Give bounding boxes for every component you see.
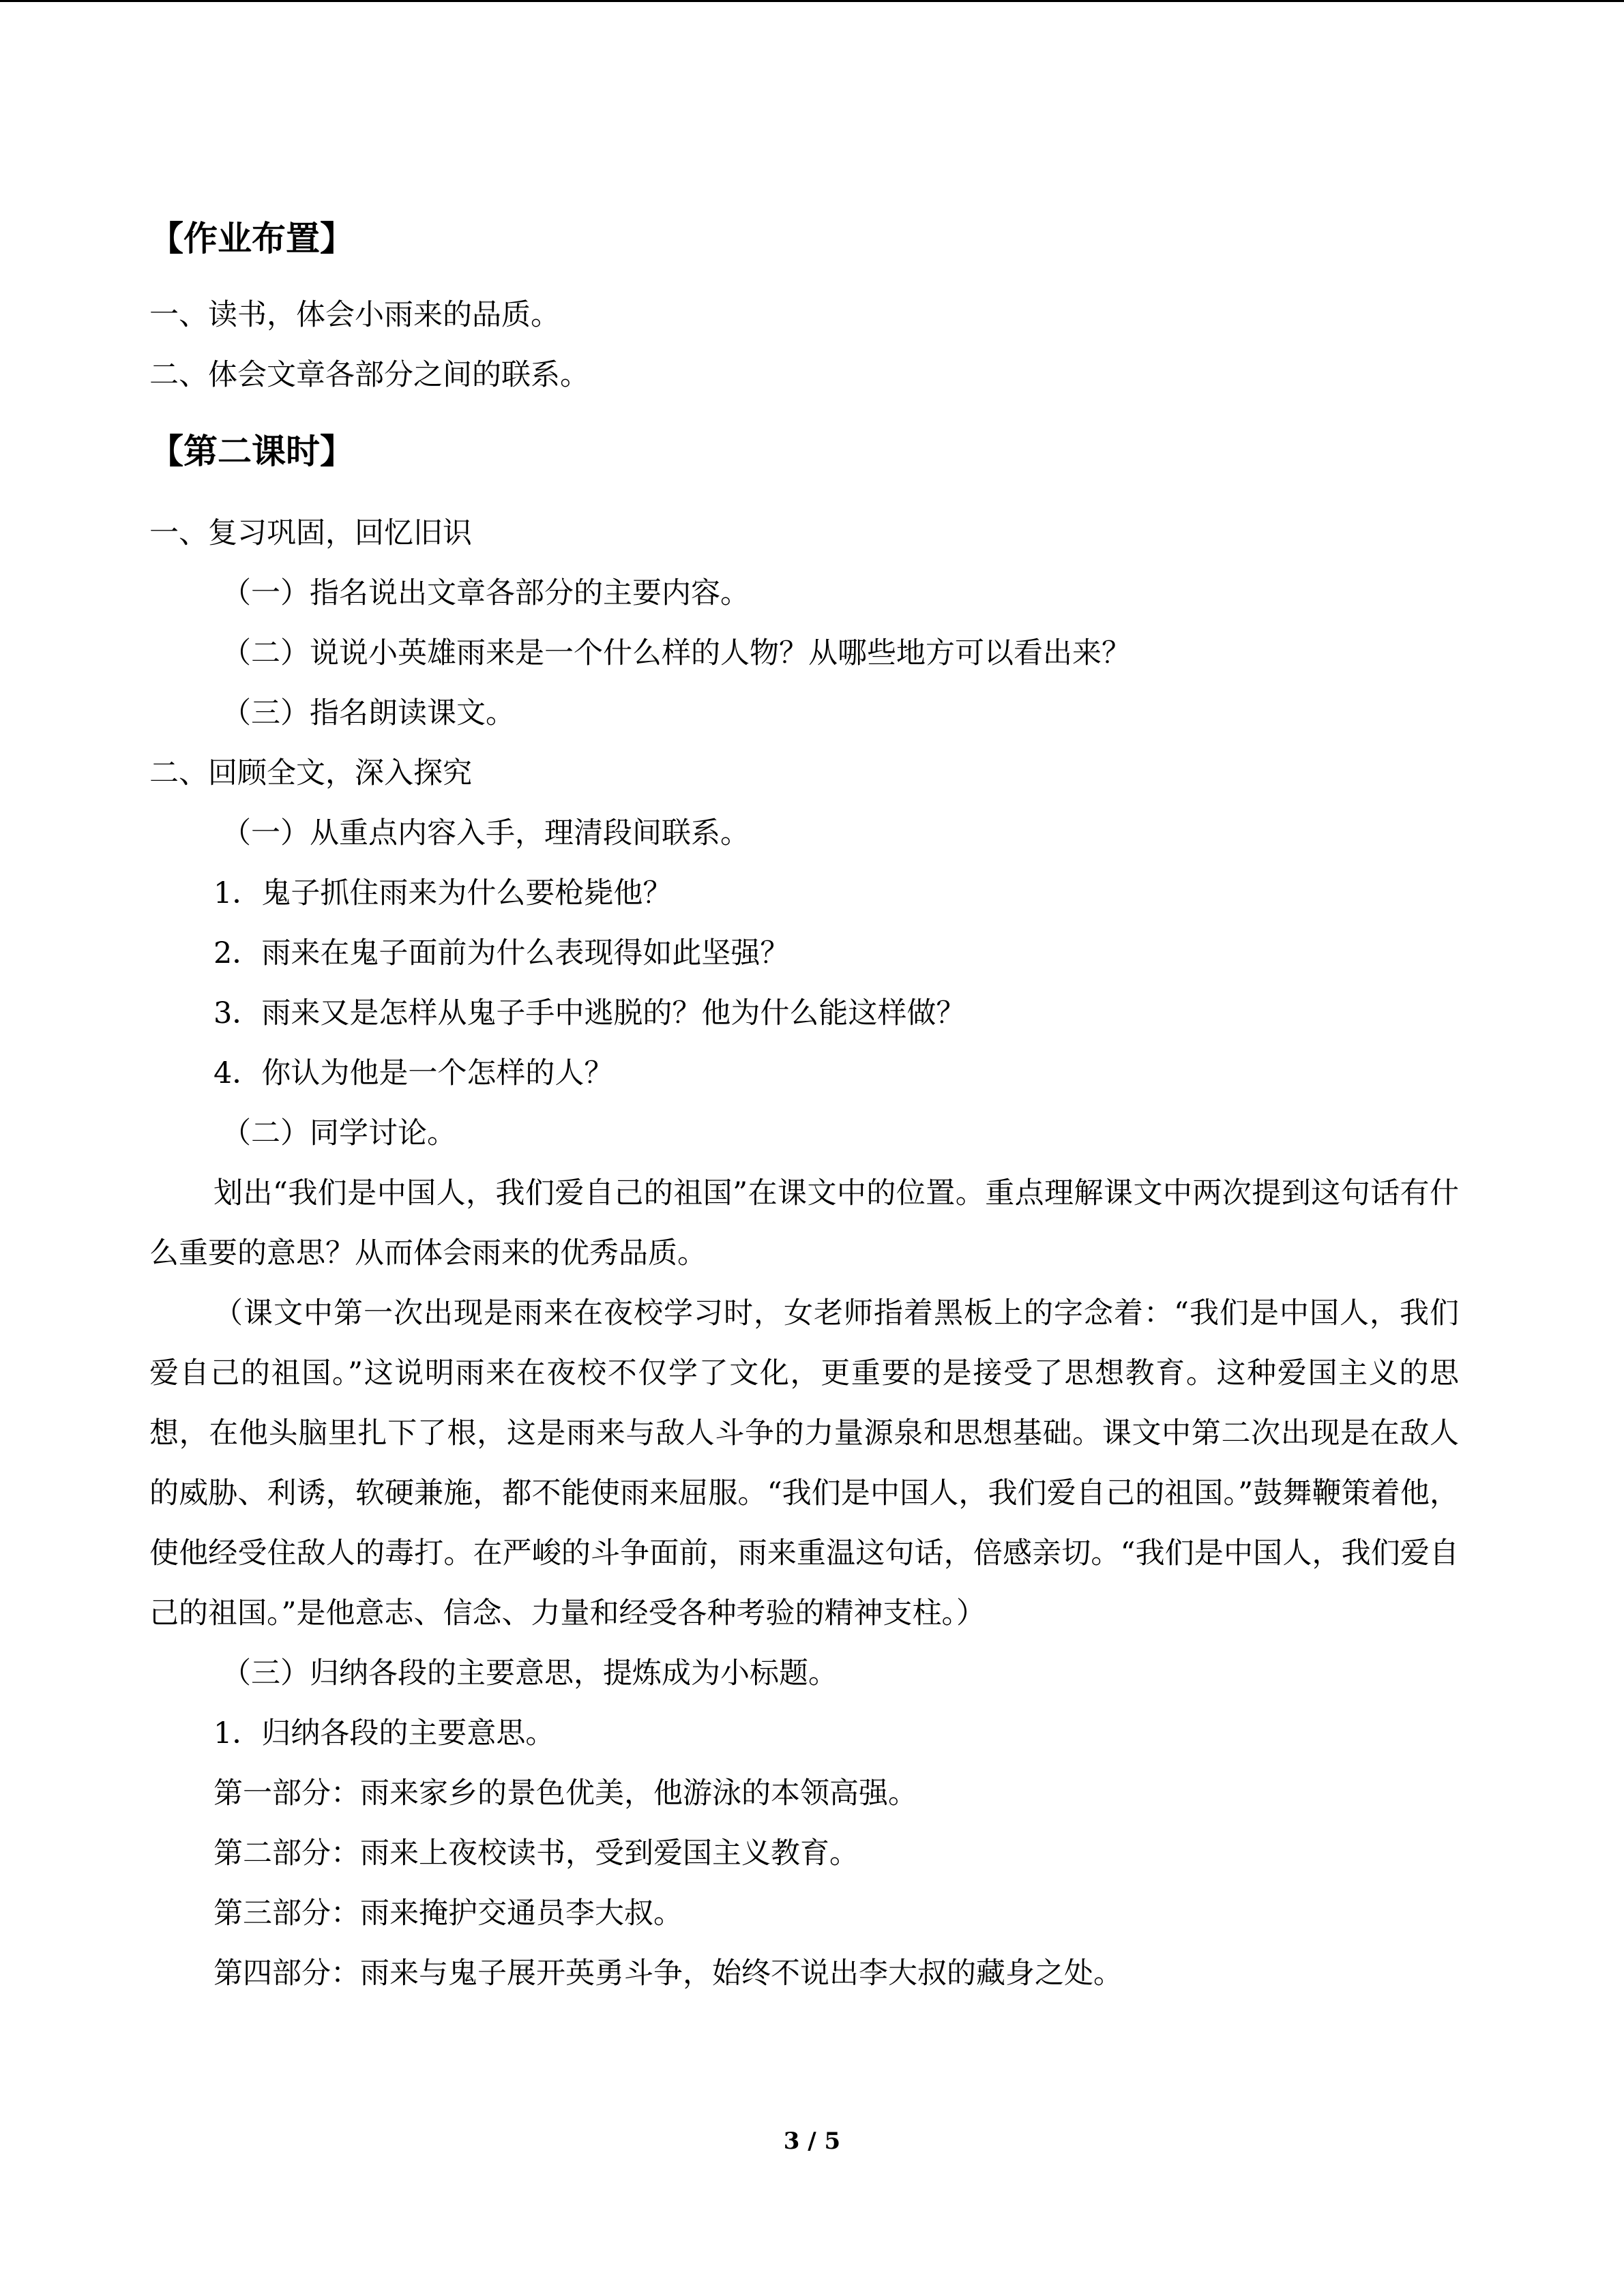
summary-item: 第二部分：雨来上夜校读书，受到爱国主义教育。 xyxy=(213,1836,859,1870)
explanation-paragraph: （课文中第一次出现是雨来在夜校学习时，女老师指着黑板上的字念着：“我们是中国人，我们爱自己的祖国。”这说明雨来在夜校不仅学了文化，更重要的是接受了思想教育。这种爱国主义的思想，在他头脑里扎下了根，这是雨来与敌人斗争的力量源泉和思想基础。课文中第二次出现是在敌人的威胁、利诱，软硬兼施，都不能使雨来屈服。“我们是中国人，我们爱自己的祖国。”鼓舞鞭策着他，使他经受住敌人的毒打。在严峻的斗争面前，雨来重温这句话，倍感亲切。“我们是中国人，我们爱自己的祖国。”是他意志、信念、力量和经受各种考验的精神支柱。） xyxy=(149,1296,1459,1630)
question-item: 3．雨来又是怎样从鬼子手中逃脱的？他为什么能这样做？ xyxy=(213,996,966,1030)
summary-title: 1．归纳各段的主要意思。 xyxy=(213,1716,555,1750)
homework-item: 二、体会文章各部分之间的联系。 xyxy=(149,358,589,392)
part1-item: （一）指名说出文章各部分的主要内容。 xyxy=(222,576,750,610)
document-body xyxy=(149,211,1459,2003)
part1-item: （二）说说小英雄雨来是一个什么样的人物？从哪些地方可以看出来？ xyxy=(222,636,1131,670)
part1-item: （三）指名朗读课文。 xyxy=(222,696,515,730)
question-item: 4．你认为他是一个怎样的人？ xyxy=(213,1056,614,1090)
part2-subheading: （一）从重点内容入手，理清段间联系。 xyxy=(222,816,750,850)
lesson2-heading: 【第二课时】 xyxy=(149,432,354,471)
question-item: 2．雨来在鬼子面前为什么表现得如此坚强？ xyxy=(213,936,790,970)
part2-title: 二、回顾全文，深入探究 xyxy=(149,756,472,790)
page-number: 3 / 5 xyxy=(783,2128,841,2155)
question-item: 1．鬼子抓住雨来为什么要枪毙他？ xyxy=(213,876,673,910)
part2-subheading: （三）归纳各段的主要意思，提炼成为小标题。 xyxy=(222,1656,838,1690)
part2-subheading: （二）同学讨论。 xyxy=(222,1116,456,1150)
summary-item: 第四部分：雨来与鬼子展开英勇斗争，始终不说出李大叔的藏身之处。 xyxy=(213,1956,1123,1991)
page-top-border xyxy=(0,0,1624,2)
part1-title: 一、复习巩固，回忆旧识 xyxy=(149,516,472,550)
homework-heading: 【作业布置】 xyxy=(149,219,354,258)
summary-item: 第一部分：雨来家乡的景色优美，他游泳的本领高强。 xyxy=(213,1776,917,1810)
discussion-paragraph: 划出“我们是中国人，我们爱自己的祖国”在课文中的位置。重点理解课文中两次提到这句话有什么重要的意思？从而体会雨来的优秀品质。 xyxy=(149,1176,1459,1270)
summary-item: 第三部分：雨来掩护交通员李大叔。 xyxy=(213,1896,683,1930)
homework-item: 一、读书，体会小雨来的品质。 xyxy=(149,298,560,332)
